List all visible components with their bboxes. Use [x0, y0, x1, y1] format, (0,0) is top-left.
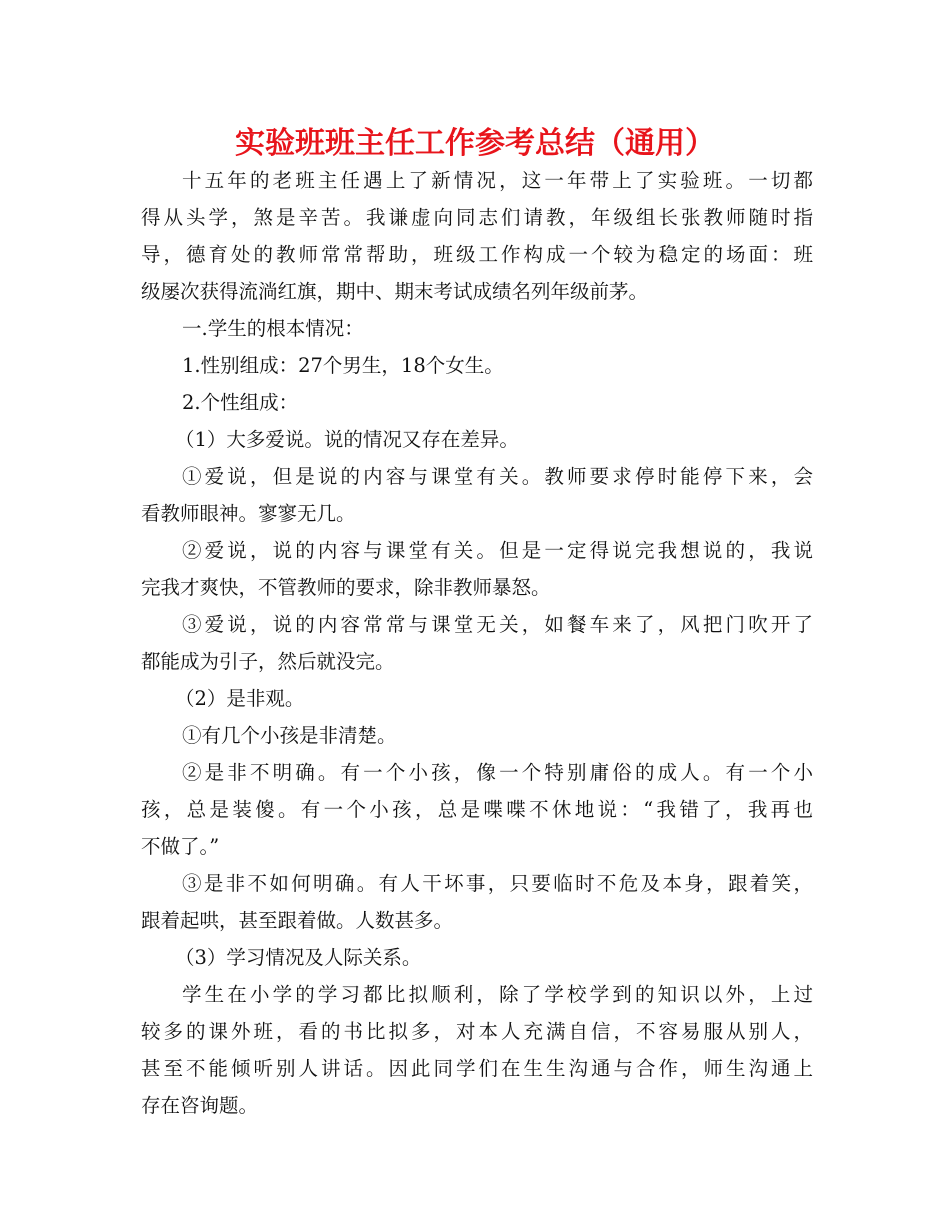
text-line: ③是非不如何明确。有人干坏事，只要临时不危及本身，跟着笑， — [182, 872, 813, 895]
text-line: 2.个性组成： — [182, 391, 299, 414]
section-heading-student-situation — [141, 310, 813, 347]
subitem-learning-relations — [141, 939, 813, 976]
text-line: 不做了。” — [141, 835, 220, 858]
subitem-talkative — [141, 421, 813, 458]
item-gender-composition — [141, 347, 813, 384]
document-body — [141, 162, 813, 1124]
point-view-1 — [141, 717, 813, 754]
text-line: 级屡次获得流淌红旗，期中、期末考试成绩名列年级前茅。 — [141, 280, 649, 303]
document-title: 实验班班主任工作参考总结（通用） — [235, 126, 715, 161]
text-line: 得从头学，煞是辛苦。我谦虚向同志们请教，年级组长张教师随时指 — [141, 206, 813, 229]
text-line: 学生在小学的学习都比拟顺利，除了学校学到的知识以外，上过 — [182, 983, 813, 1006]
item-personality-composition — [141, 384, 813, 421]
text-line: 一.学生的根本情况： — [182, 317, 364, 340]
point-talkative-2 — [141, 532, 813, 606]
text-line: ②爱说，说的内容与课堂有关。但是一定得说完我想说的，我说 — [182, 539, 813, 562]
point-view-2 — [141, 754, 813, 865]
point-view-3 — [141, 865, 813, 939]
text-line: 孩，总是装傻。有一个小孩，总是喋喋不休地说：“我错了，我再也 — [141, 798, 813, 821]
subitem-right-wrong-view — [141, 680, 813, 717]
text-line: 看教师眼神。寥寥无几。 — [141, 502, 356, 525]
text-line: （1）大多爱说。说的情况又存在差异。 — [175, 428, 519, 451]
text-line: ①有几个小孩是非清楚。 — [182, 724, 397, 747]
text-line: ①爱说，但是说的内容与课堂有关。教师要求停时能停下来，会 — [182, 465, 813, 488]
text-line: （2）是非观。 — [175, 687, 305, 710]
text-line: ③爱说，说的内容常常与课堂无关，如餐车来了，风把门吹开了 — [182, 613, 813, 636]
text-line: 1.性别组成：27个男生，18个女生。 — [182, 354, 504, 377]
point-talkative-3 — [141, 606, 813, 680]
text-line: （3）学习情况及人际关系。 — [175, 946, 422, 969]
paragraph-learning-detail — [141, 976, 813, 1124]
text-line: 存在咨询题。 — [141, 1094, 259, 1117]
text-line: 较多的课外班，看的书比拟多，对本人充满自信，不容易服从别人， — [141, 1020, 813, 1043]
text-line: 甚至不能倾听别人讲话。因此同学们在生生沟通与合作，师生沟通上 — [141, 1057, 813, 1080]
text-line: ②是非不明确。有一个小孩，像一个特别庸俗的成人。有一个小 — [182, 761, 813, 784]
point-talkative-1 — [141, 458, 813, 532]
text-line: 跟着起哄，甚至跟着做。人数甚多。 — [141, 909, 454, 932]
text-line: 十五年的老班主任遇上了新情况，这一年带上了实验班。一切都 — [182, 169, 813, 192]
text-line: 都能成为引子，然后就没完。 — [141, 650, 395, 673]
paragraph-intro — [141, 162, 813, 310]
text-line: 导，德育处的教师常常帮助，班级工作构成一个较为稳定的场面：班 — [141, 243, 813, 266]
text-line: 完我才爽快，不管教师的要求，除非教师暴怒。 — [141, 576, 551, 599]
